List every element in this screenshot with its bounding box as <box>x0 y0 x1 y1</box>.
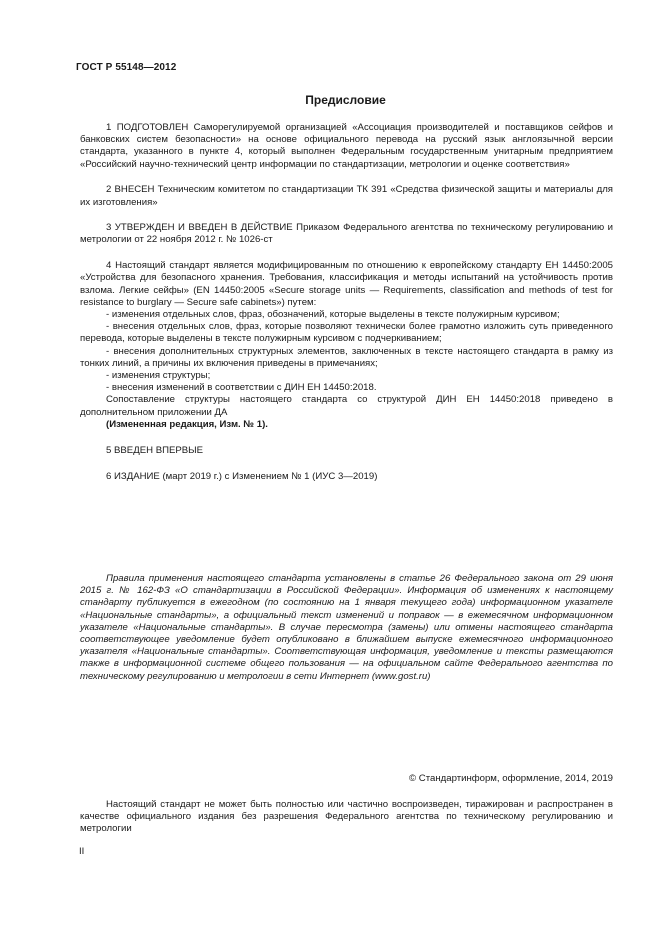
notice-text: Правила применения настоящего стандарта установлены в статье 26 Федерального закона от 29 июня 2015 г. № 162-ФЗ «О стандартизации в Российской Федерации». Информация об изменениях к настоящему стандарту публикуется в ежегодном (по состоянию на 1 января текущего года) информационном указателе «Национальные стандарты», а официальный текст изменений и поправок — в ежемесячном информационном указателе «Национальные стандарты». В случае пересмотра (замены) или отмены настоящего стандарта соответствующее уведомление будет опубликовано в ближайшем выпуске ежемесячного информационного указателя «Национальные стандарты». Соответствующая информация, уведомление и тексты размещаются также в информационной системе общего пользования — на официальном сайте Федерального агентства по техническому регулированию и метрологии в сети Интернет (www.gost.ru) <box>80 573 613 682</box>
rights-text: Настоящий стандарт не может быть полностью или частично воспроизведен, тиражирован и распространен в качестве официального издания без разрешения Федерального агентства по техническому регулированию и метрологии <box>80 799 613 835</box>
standard-code-header: ГОСТ Р 55148—2012 <box>76 62 177 73</box>
page-number: II <box>79 846 85 857</box>
application-rules-notice <box>80 573 613 683</box>
copyright-line: © Стандартинформ, оформление, 2014, 2019 <box>409 773 613 784</box>
section-4-item: - внесения отдельных слов, фраз, которые позволяют технически более грамотно изложить суть приведенного перевода, которые выделены в тексте полужирным курсивом с подчеркиванием; <box>80 321 613 345</box>
section-4-revision-note: (Измененная редакция, Изм. № 1). <box>106 418 268 430</box>
section-3-approved: 3 УТВЕРЖДЕН И ВВЕДЕН В ДЕЙСТВИЕ Приказом Федерального агентства по техническому регулированию и метрологии от 22 ноября 2012 г. № 1026-ст <box>80 222 613 246</box>
section-2-submitted: 2 ВНЕСЕН Техническим комитетом по стандартизации ТК 391 «Средства физической защиты и материалы для их изготовления» <box>80 184 613 208</box>
reproduction-rights <box>80 799 613 836</box>
section-1-prepared: 1 ПОДГОТОВЛЕН Саморегулируемой организацией «Ассоциация производителей и поставщиков сейфов и банковских систем безопасности» на основе официального перевода на русский язык англоязычной версии стандарта, указанного в пункте 4, который выполнен Федеральным государственным унитарным предприятием «Российский научно-технический центр информации по стандартизации, метрологии и оценке соответствия» <box>80 122 613 170</box>
section-5-introduced: 5 ВВЕДЕН ВПЕРВЫЕ <box>106 444 204 456</box>
section-4-item: - изменения отдельных слов, фраз, обозначений, которые выделены в тексте полужирным курсивом; <box>106 308 560 320</box>
foreword-body <box>80 122 613 483</box>
section-4-item: - внесения изменений в соответствии с ДИН ЕН 14450:2018. <box>106 382 377 394</box>
page-title: Предисловие <box>305 93 386 107</box>
section-4-intro: 4 Настоящий стандарт является модифицированным по отношению к европейскому стандарту ЕН 14450:2005 «Устройства для безопасного хранения. Требования, классификация и методы испытаний на устойчивость против взлома. Легкие сейфы» (EN 14450:2005 «Secure storage units — Requirements, classification and methods of test for resistance to burglary — Secure safe cabinets») путем: <box>80 260 613 308</box>
section-4-item: - изменения структуры; <box>106 369 211 381</box>
section-6-edition: 6 ИЗДАНИЕ (март 2019 г.) с Изменением № 1 (ИУС 3—2019) <box>106 470 378 482</box>
section-4-item: - внесения дополнительных структурных элементов, заключенных в тексте настоящего стандарта в рамку из тонких линий, а причины их включения приведены в примечаниях; <box>80 345 613 369</box>
section-4-comparison: Сопоставление структуры настоящего стандарта со структурой ДИН ЕН 14450:2018 приведено в дополнительном приложении ДА <box>80 394 613 418</box>
